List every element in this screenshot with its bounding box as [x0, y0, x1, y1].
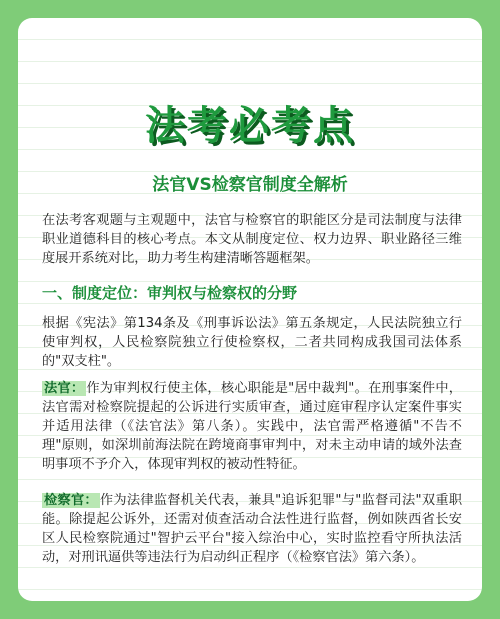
section-heading: 一、制度定位：审判权与检察权的分野	[42, 284, 298, 302]
prosecutor-tag: 检察官：	[44, 493, 98, 508]
paragraph-legal-basis: 根据《宪法》第134条及《刑事诉讼法》第五条规定，人民法院独立行使审判权，人民检察院独立行使检察权，二者共同构成我国司法体系的"双支柱"。	[42, 316, 462, 369]
article-card	[18, 18, 482, 601]
prosecutor-text: 作为法律监督机关代表，兼具"追诉犯罪"与"监督司法"双重职能。除提起公诉外，还需对侦查活动合法性进行监督，例如陕西省长安区人民检察院通过"智护云平台"接入综治中心，实时监控看守所执法活动，对刑讯逼供等违法行为启动纠正程序（《检察官法》第六条）。	[42, 493, 463, 565]
page-title: 法考必考点	[145, 103, 355, 149]
paragraph-judge	[42, 379, 462, 474]
judge-text: 作为审判权行使主体，核心职能是"居中裁判"。在刑事案件中，法官需对检察院提起的公诉进行实质审查，通过庭审程序认定案件事实并适用法律（《法官法》第八条）。实践中，法官需严格遵循"不告不理"原则，如深圳前海法院在跨境商事审判中，对未主动申请的域外法查明事项不予介入，体现审判权的被动性特征。	[42, 381, 462, 472]
page-subtitle: 法官VS检察官制度全解析	[152, 175, 348, 195]
paragraph-prosecutor	[42, 491, 462, 567]
intro-paragraph: 在法考客观题与主观题中，法官与检察官的职能区分是司法制度与法律职业道德科目的核心考点。本文从制度定位、权力边界、职业路径三维度展开系统对比，助力考生构建清晰答题框架。	[42, 213, 462, 266]
judge-tag: 法官：	[44, 381, 85, 396]
